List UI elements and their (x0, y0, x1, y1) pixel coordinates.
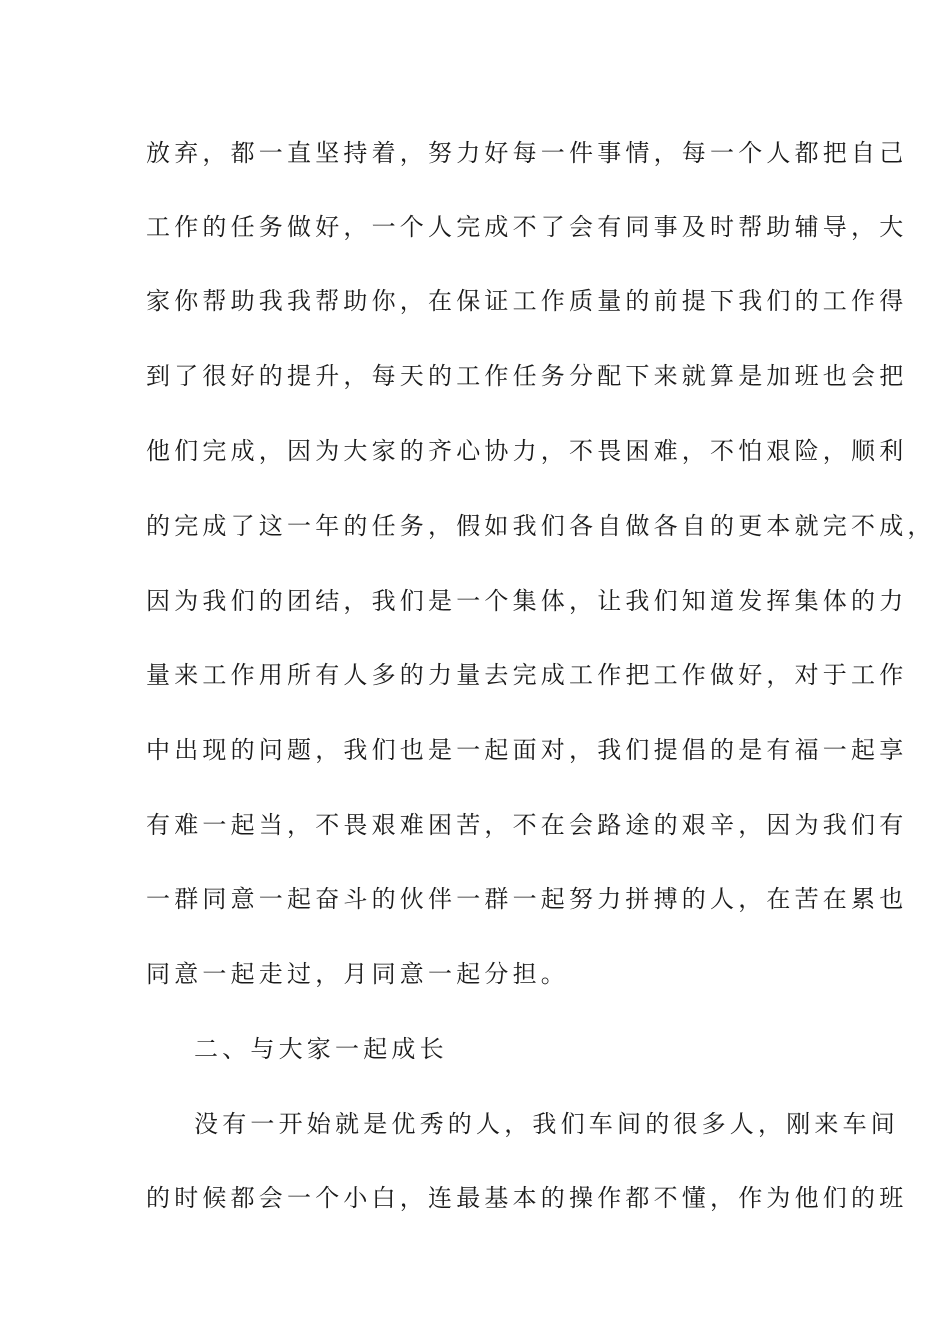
text-line-8: 量来工作用所有人多的力量去完成工作把工作做好，对于工作 (146, 661, 908, 689)
text-line-11: 一群同意一起奋斗的伙伴一群一起努力拼搏的人，在苦在累也 (146, 885, 908, 913)
text-line-5: 他们完成，因为大家的齐心协力，不畏困难，不怕艰险，顺利 (146, 437, 908, 465)
text-line-3: 家你帮助我我帮助你，在保证工作质量的前提下我们的工作得 (146, 287, 908, 315)
text-line-7: 因为我们的团结，我们是一个集体，让我们知道发挥集体的力 (146, 587, 908, 615)
text-line-2: 工作的任务做好，一个人完成不了会有同事及时帮助辅导，大 (146, 213, 908, 241)
text-line-10: 有难一起当，不畏艰难困苦，不在会路途的艰辛，因为我们有 (146, 811, 908, 839)
text-line-9: 中出现的问题，我们也是一起面对，我们提倡的是有福一起享 (146, 736, 908, 764)
paragraph2-line-1: 没有一开始就是优秀的人，我们车间的很多人，刚来车间 (194, 1110, 899, 1138)
text-line-12: 同意一起走过，月同意一起分担。 (146, 960, 569, 988)
paragraph2-line-2: 的时候都会一个小白，连最基本的操作都不懂，作为他们的班 (146, 1184, 908, 1212)
text-line-4: 到了很好的提升，每天的工作任务分配下来就算是加班也会把 (146, 362, 908, 390)
text-line-6: 的完成了这一年的任务，假如我们各自做各自的更本就完不成， (146, 512, 936, 540)
section-heading: 二、与大家一起成长 (194, 1035, 448, 1063)
text-line-1: 放弃，都一直坚持着，努力好每一件事情，每一个人都把自己 (146, 139, 908, 167)
